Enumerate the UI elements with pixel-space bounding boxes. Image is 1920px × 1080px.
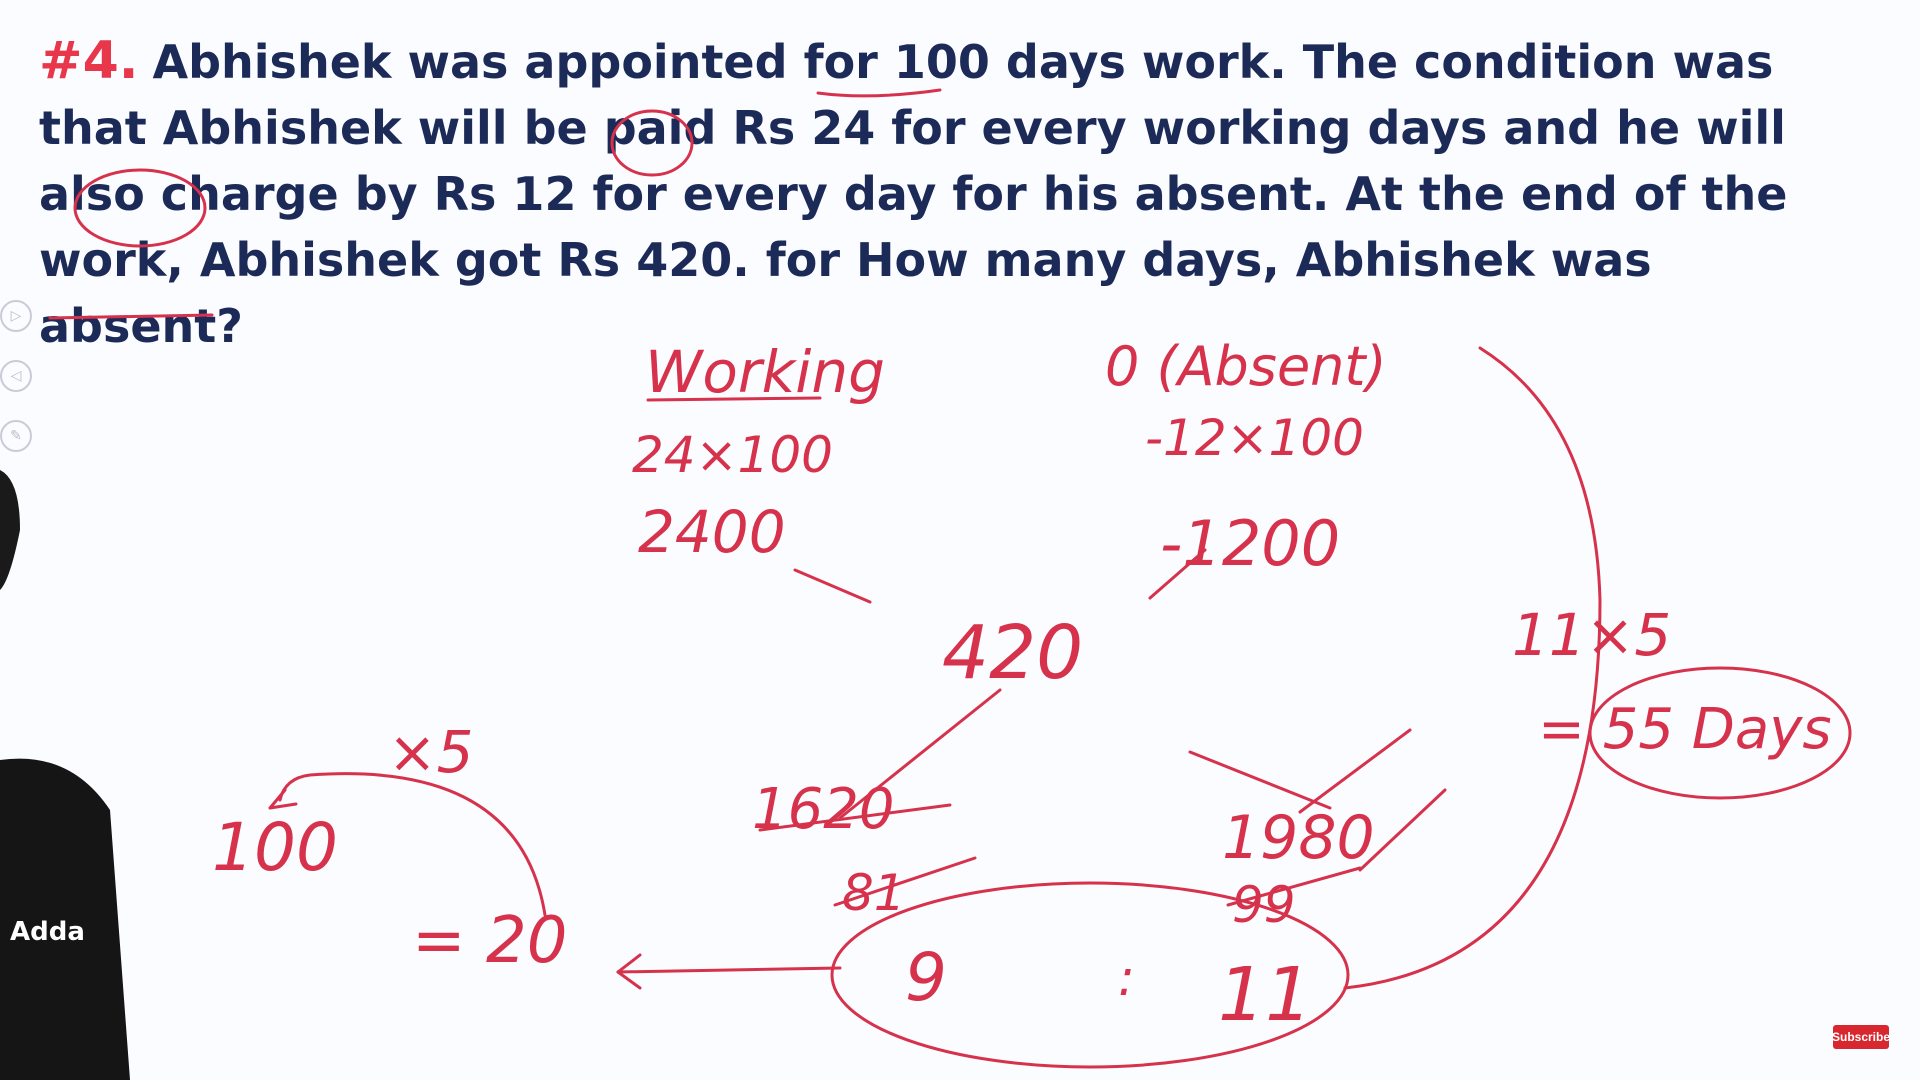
ratio-right: 11 — [1218, 952, 1313, 1038]
right-difference: 1980 — [1222, 803, 1375, 873]
left-curve-arrowhead — [270, 790, 296, 808]
times-five: ×5 — [388, 718, 474, 786]
right-difference-reduced: 99 — [1232, 876, 1296, 934]
underline-420 — [50, 315, 212, 318]
ratio-to-left-arrow — [618, 968, 840, 972]
pen-icon[interactable]: ✎ — [0, 420, 32, 452]
subscribe-button[interactable]: Subscribe — [1833, 1025, 1889, 1049]
right-diff-strike-b — [1300, 730, 1410, 812]
play-icon[interactable]: ▷ — [0, 300, 32, 332]
working-total: 2400 — [638, 498, 786, 566]
absent-calc: -12×100 — [1145, 409, 1364, 467]
absent-total: -1200 — [1160, 507, 1341, 580]
result-right: = 55 Days — [1538, 697, 1832, 762]
presenter-silhouette — [0, 470, 130, 1080]
working-underline — [648, 398, 820, 400]
ratio-separator: : — [1118, 949, 1135, 1007]
center-value: 420 — [942, 610, 1084, 696]
right-diff-strike-a — [1190, 752, 1330, 808]
absent-label: 0 (Absent) — [1105, 335, 1387, 398]
left-difference-reduced: 81 — [842, 864, 906, 922]
left-difference: 1620 — [752, 777, 895, 842]
mult-right: 11×5 — [1512, 601, 1672, 669]
underline-100 — [818, 90, 940, 96]
circle-24 — [612, 111, 692, 175]
working-arrow-line — [795, 570, 870, 602]
total-days: 100 — [212, 809, 338, 886]
presenter-logo: Adda — [10, 917, 85, 947]
question-text: Abhishek was appointed for 100 days work. The condition was that Abhishek will be paid Rs 24 for every working days and he will also charge by Rs 12 for every day for his absent. At the end of the work, Abhishek got Rs 420. for How many days, Abhishek was absent? — [39, 35, 1788, 353]
question-number: #4. — [39, 31, 139, 91]
circle-12 — [75, 170, 205, 246]
result-left: = 20 — [412, 904, 568, 978]
back-icon[interactable]: ◁ — [0, 360, 32, 392]
ratio-left: 9 — [905, 939, 947, 1016]
working-calc: 24×100 — [632, 426, 833, 484]
working-label: Working — [645, 338, 885, 406]
